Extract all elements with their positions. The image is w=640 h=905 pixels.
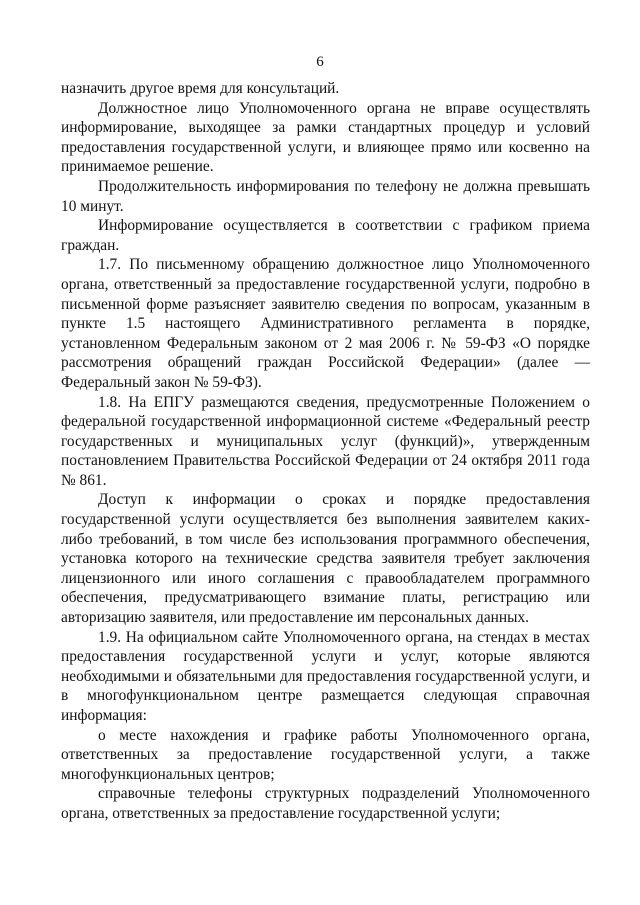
paragraph-section-1-9: 1.9. На официальном сайте Уполномоченного органа, на стендах в местах предоставления государственной услуги и услуг, которые являются необходимыми и обязательными для предоставления государственной услуги, и в многофункциональном центре размещается следующая справочная информация: (61, 628, 590, 724)
paragraph: Информирование осуществляется в соответствии с графиком приема граждан. (61, 217, 590, 254)
page-number: 6 (316, 54, 324, 70)
paragraph: Продолжительность информирования по телефону не должна превышать 10 минут. (61, 177, 590, 215)
paragraph-section-1-8: 1.8. На ЕПГУ размещаются сведения, предусмотренные Положением о федеральной государственной информационной системе «Федеральный реестр государственных и муниципальных услуг (функций)», утвержденным постановлением Правительства Российской Федерации от 24 октября 2011 года № 861. (61, 393, 590, 489)
paragraph: Доступ к информации о сроках и порядке предоставления государственной услуги осуществляется без выполнения заявителем каких-либо требований, в том числе без использования программного обеспечения, установка которого на технические средства заявителя требует заключения лицензионного или иного соглашения с правообладателем программного обеспечения, предусматривающего взимание платы, регистрацию или авторизацию заявителя, или предоставление им персональных данных. (61, 491, 590, 627)
paragraph: справочные телефоны структурных подразделений Уполномоченного органа, ответственных за предоставление государственной услуги; (61, 785, 590, 822)
paragraph: о месте нахождения и графике работы Уполномоченного органа, ответственных за предоставление государственной услуги, а также многофункциональных центров; (61, 726, 590, 783)
paragraph-section-1-7: 1.7. По письменному обращению должностное лицо Уполномоченного органа, ответственный за предоставление государственной услуги, подробно в письменной форме разъясняет заявителю сведения по вопросам, указанным в пункте 1.5 настоящего Административного регламента в порядке, установленном Федеральным законом от 2 мая 2006 г. № 59-ФЗ «О порядке рассмотрения обращений граждан Российской Федерации» (далее — Федеральный закон № 59-ФЗ). (61, 256, 590, 391)
paragraph: Должностное лицо Уполномоченного органа не вправе осуществлять информирование, выходящее за рамки стандартных процедур и условий предоставления государственной услуги, и влияющее прямо или косвенно на принимаемое решение. (61, 99, 590, 176)
document-body (61, 79, 590, 824)
paragraph: назначить другое время для консультаций. (61, 80, 340, 97)
